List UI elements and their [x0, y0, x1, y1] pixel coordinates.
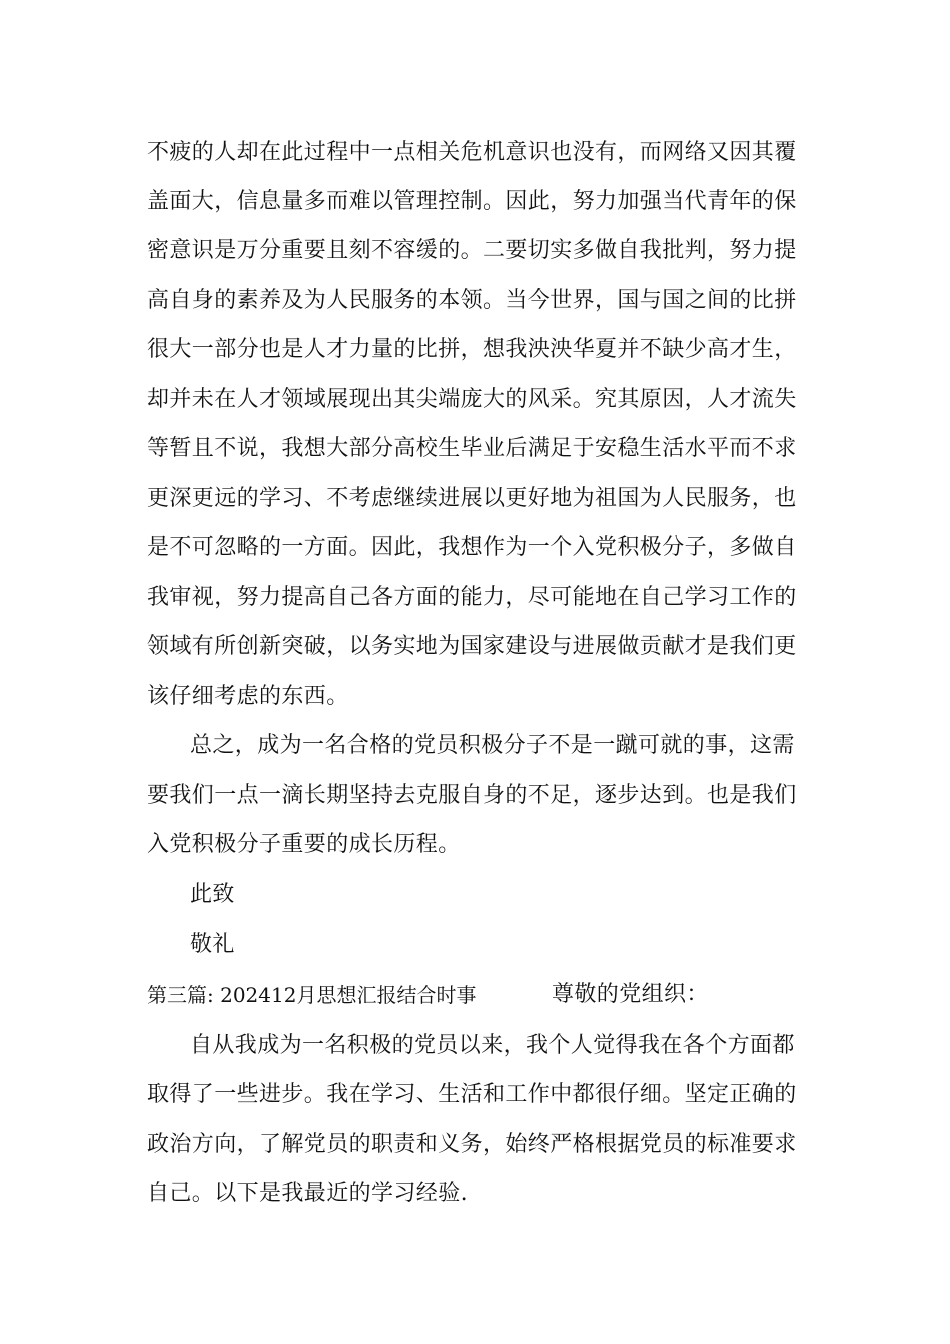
- closing-line-2: 敬礼: [190, 932, 235, 957]
- paragraph-1-line-4: 高自身的素养及为人民服务的本领。当今世界，国与国之间的比拼: [147, 288, 797, 313]
- paragraph-1-line-6: 却并未在人才领域展现出其尖端庞大的风采。究其原因，人才流失: [147, 387, 797, 412]
- paragraph-1-line-10: 我审视，努力提高自己各方面的能力，尽可能地在自己学习工作的: [147, 585, 797, 610]
- paragraph-1-line-12: 该仔细考虑的东西。: [147, 684, 349, 709]
- paragraph-2-line-1: 总之，成为一名合格的党员积极分子不是一蹴可就的事，这需: [190, 733, 795, 758]
- paragraph-1-line-1: 不疲的人却在此过程中一点相关危机意识也没有，而网络又因其覆: [147, 140, 797, 165]
- paragraph-1-line-5: 很大一部分也是人才力量的比拼，想我泱泱华夏并不缺少高才生，: [147, 337, 797, 362]
- paragraph-3-line-4: 自己。以下是我最近的学习经验.: [147, 1181, 468, 1206]
- paragraph-1-line-3: 密意识是万分重要且刻不容缓的。二要切实多做自我批判，努力提: [147, 238, 797, 263]
- paragraph-3-line-2: 取得了一些进步。我在学习、生活和工作中都很仔细。坚定正确的: [147, 1082, 797, 1107]
- paragraph-1-line-9: 是不可忽略的一方面。因此，我想作为一个入党积极分子，多做自: [147, 535, 797, 560]
- section-heading: 第三篇: 202412月思想汇报结合时事: [147, 983, 477, 1007]
- paragraph-3-line-3: 政治方向，了解党员的职责和义务，始终严格根据党员的标准要求: [147, 1132, 797, 1157]
- paragraph-2-line-2: 要我们一点一滴长期坚持去克服自身的不足，逐步达到。也是我们: [147, 783, 797, 808]
- paragraph-1-line-8: 更深更远的学习、不考虑继续进展以更好地为祖国为人民服务，也: [147, 486, 797, 511]
- salutation: 尊敬的党组织：: [552, 982, 709, 1007]
- closing-line-1: 此致: [190, 882, 235, 907]
- paragraph-3-line-1: 自从我成为一名积极的党员以来，我个人觉得我在各个方面都: [190, 1033, 795, 1058]
- paragraph-2-line-3: 入党积极分子重要的成长历程。: [147, 832, 461, 857]
- paragraph-1-line-11: 领域有所创新突破，以务实地为国家建设与进展做贡献才是我们更: [147, 634, 797, 659]
- paragraph-1-line-7: 等暂且不说，我想大部分高校生毕业后满足于安稳生活水平而不求: [147, 436, 797, 461]
- paragraph-1-line-2: 盖面大，信息量多而难以管理控制。因此，努力加强当代青年的保: [147, 189, 797, 214]
